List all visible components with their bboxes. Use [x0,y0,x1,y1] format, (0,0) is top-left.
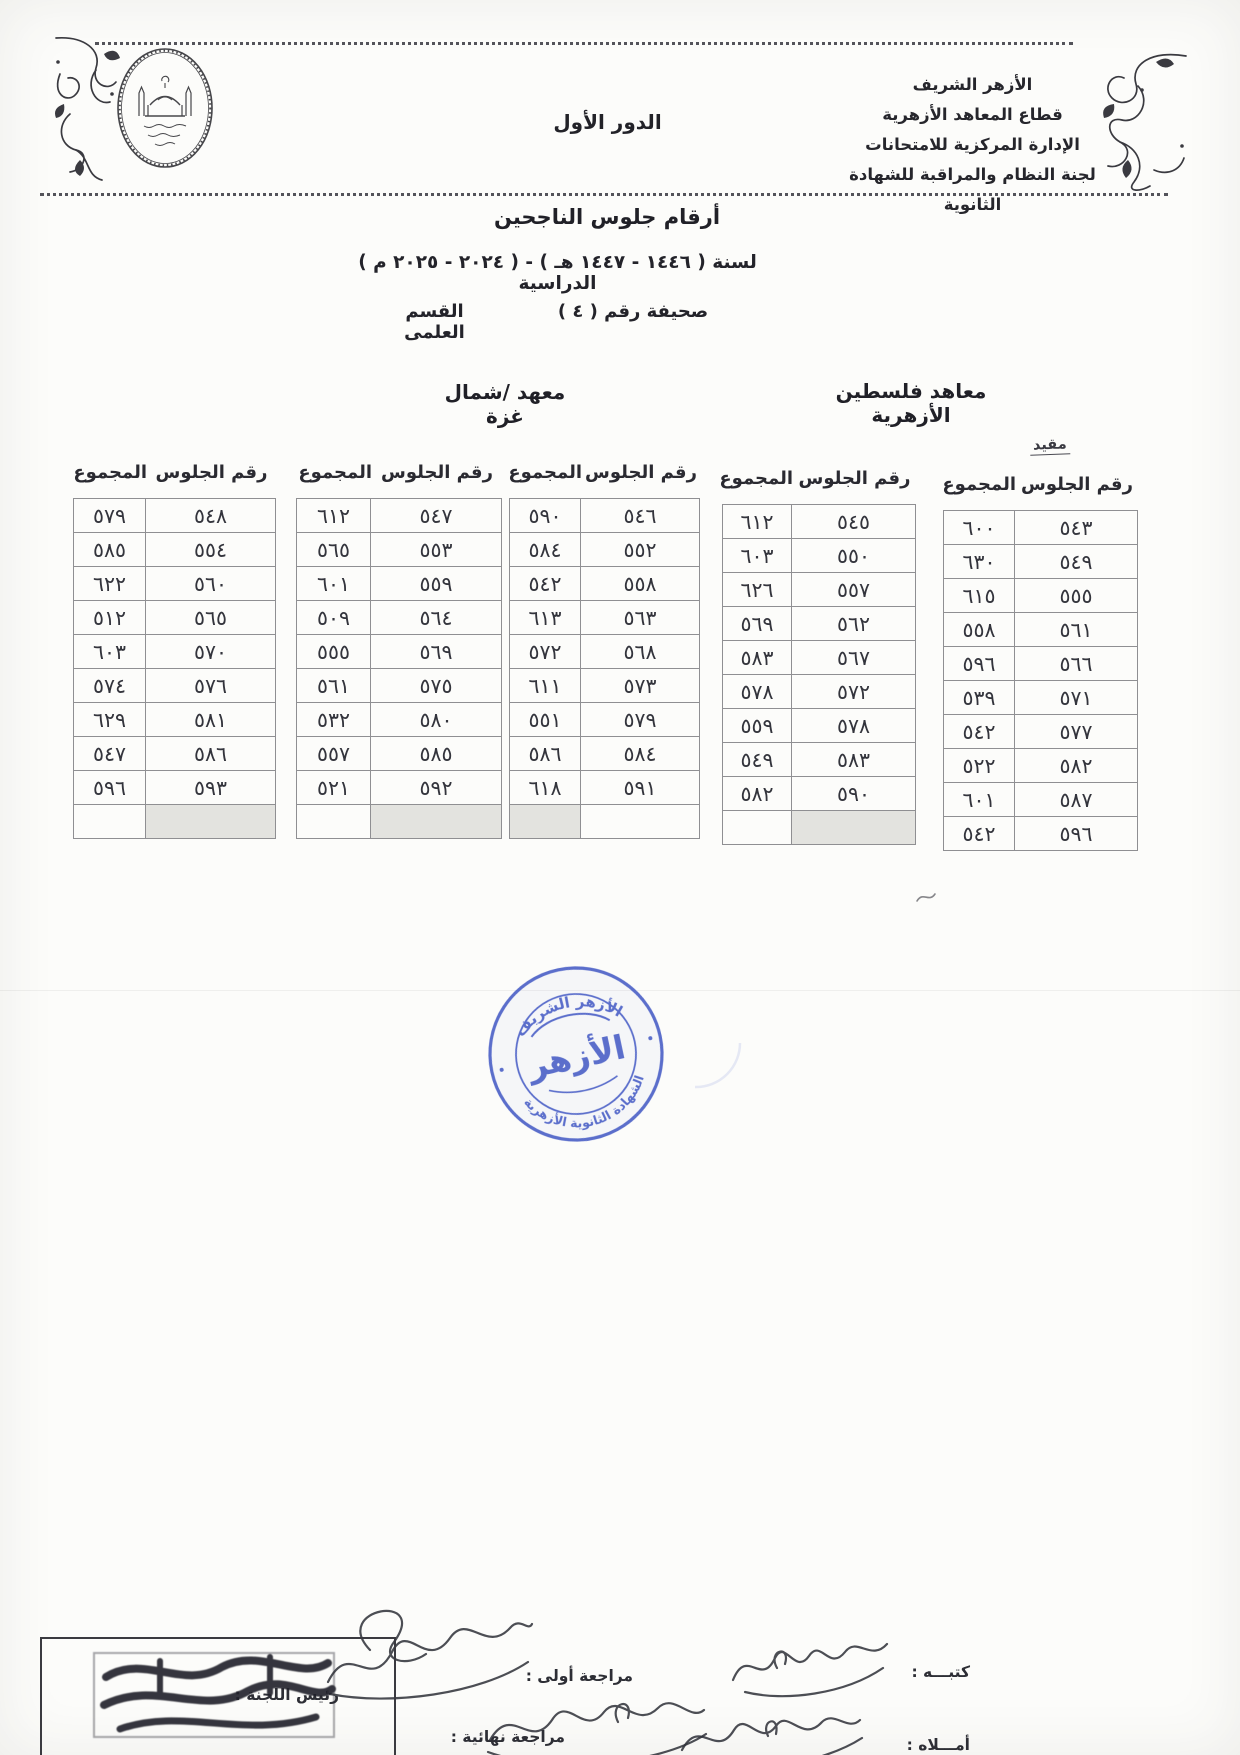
table-group-rightmost [942,474,1138,851]
table-column-headers [719,468,916,489]
written-by-label: كتبـــه : [911,1663,970,1681]
seat-number-cell: ٥٥٧ [792,573,916,607]
total-cell: ٥٤٢ [944,817,1015,851]
seat-number-cell: ٥٦٦ [1015,647,1138,681]
seat-number-cell: ٥٧٣ [581,669,700,703]
table-column-headers [509,462,700,483]
table-row [723,743,916,777]
table-row [510,805,700,839]
seat-number-cell: ٥٨٠ [371,703,502,737]
total-cell: ٦٠٣ [74,635,146,669]
seat-number-cell: ٥٤٥ [792,505,916,539]
table-row [297,499,502,533]
table-row [74,601,276,635]
table-row [510,669,700,703]
total-cell: ٥٨٣ [723,641,792,675]
faint-stamp-echo [648,995,744,1091]
total-cell: ٦٢٢ [74,567,146,601]
table-row [944,511,1138,545]
total-cell: ٦٠٠ [944,511,1015,545]
institute-name: معهد /شمال غزة [444,380,566,428]
seat-number-cell: ٥٥٢ [581,533,700,567]
seat-number-cell: ٥٥٥ [1015,579,1138,613]
table-row [723,539,916,573]
seat-number-column-header: رقم الجلوس [381,462,493,483]
table-column-headers [73,462,276,483]
table-row [297,567,502,601]
table-group-second-from-left [296,462,502,839]
table-column-headers [943,474,1138,495]
committee-head-label: رئيس اللجنة : [234,1686,339,1704]
table-row [297,737,502,771]
seat-number-cell: ٥٦٢ [792,607,916,641]
total-cell: ٥٥٧ [297,737,371,771]
org-line: لجنة النظام والمراقبة للشهادة الثانوية [849,165,1096,214]
total-cell: ٦١٣ [510,601,581,635]
table-row [723,505,916,539]
seat-number-cell: ٥٧٩ [581,703,700,737]
seat-number-cell: ٥٥٩ [371,567,502,601]
seat-number-cell: ٥٨٢ [1015,749,1138,783]
table-row [723,641,916,675]
table-row [723,607,916,641]
handwritten-note: مقيد [1030,436,1070,455]
seat-number-cell: ٥٥٨ [581,567,700,601]
institutes-group-name: معاهد فلسطين الأزهرية [835,379,987,427]
table-row [74,771,276,805]
top-dotted-rule [95,42,1073,45]
table-row [297,635,502,669]
results-table [73,498,276,839]
total-cell: ٥٦٥ [297,533,371,567]
table-row [723,709,916,743]
seat-number-cell: ٥٥٤ [146,533,276,567]
seat-number-cell: ٥٤٦ [581,499,700,533]
total-cell: ٥٩٠ [510,499,581,533]
table-row [944,783,1138,817]
total-column-header: المجموع [73,462,147,483]
table-row [944,715,1138,749]
seat-number-cell: ٥٦٣ [581,601,700,635]
total-cell: ٦١١ [510,669,581,703]
seat-number-cell: ٥٧٠ [146,635,276,669]
seat-number-column-header: رقم الجلوس [155,462,268,483]
seat-number-cell [371,805,502,839]
sheet-number: صحيفة رقم ( ٤ ) [557,301,709,322]
table-row [297,533,502,567]
seat-number-cell: ٥٨٥ [371,737,502,771]
table-row [510,703,700,737]
total-column-header: المجموع [719,468,793,489]
seat-number-cell: ٥٩٢ [371,771,502,805]
seat-number-cell: ٥٦٩ [371,635,502,669]
table-row [74,635,276,669]
table-row [510,771,700,805]
total-cell: ٦٠١ [297,567,371,601]
total-cell: ٦١٨ [510,771,581,805]
total-cell: ٥٥٩ [723,709,792,743]
seat-number-cell: ٥٩٦ [1015,817,1138,851]
total-cell: ٥٤٢ [510,567,581,601]
seat-number-cell: ٥٩١ [581,771,700,805]
table-row [74,499,276,533]
org-line: قطاع المعاهد الأزهرية [882,105,1063,124]
org-line: الأزهر الشريف [912,75,1033,94]
total-cell: ٥٩٦ [944,647,1015,681]
total-cell: ٥٣٢ [297,703,371,737]
total-cell: ٥٥٥ [297,635,371,669]
seat-number-cell: ٥٤٨ [146,499,276,533]
total-cell: ٥٨٦ [510,737,581,771]
signature-final-review [478,1682,710,1755]
table-row [723,573,916,607]
seat-number-cell: ٥٨٤ [581,737,700,771]
seat-number-cell: ٥٧١ [1015,681,1138,715]
total-cell: ٥٤٢ [944,715,1015,749]
seat-number-column-header: رقم الجلوس [585,462,697,483]
results-table [296,498,502,839]
academic-year-line: لسنة ( ١٤٤٦ - ١٤٤٧ هـ ) - ( ٢٠٢٤ - ٢٠٢٥ م ) الدراسية [358,252,757,294]
seat-number-cell: ٥٧٢ [792,675,916,709]
seat-number-cell [146,805,276,839]
total-column-header: المجموع [508,462,582,483]
total-cell: ٥٤٧ [74,737,146,771]
table-row [74,669,276,703]
table-row [510,601,700,635]
table-row [297,771,502,805]
seat-number-cell: ٥٤٩ [1015,545,1138,579]
results-table [509,498,700,839]
total-cell: ٦١٥ [944,579,1015,613]
table-row [74,533,276,567]
table-row [944,613,1138,647]
seat-number-cell: ٥٧٦ [146,669,276,703]
table-row [944,817,1138,851]
total-cell: ٦٠١ [944,783,1015,817]
total-cell: ٦١٢ [297,499,371,533]
total-cell: ٥٠٩ [297,601,371,635]
seat-number-cell [792,811,916,845]
total-cell: ٦٣٠ [944,545,1015,579]
table-row [944,749,1138,783]
final-review-label: مراجعة نهائية : [450,1728,565,1746]
seat-number-cell: ٥٥٠ [792,539,916,573]
stray-pen-mark [915,888,937,908]
total-cell: ٥٤٩ [723,743,792,777]
seat-number-cell: ٥٧٨ [792,709,916,743]
total-cell: ٥٥١ [510,703,581,737]
table-row [944,647,1138,681]
seat-number-cell: ٥٦٨ [581,635,700,669]
seat-number-cell: ٥٦١ [1015,613,1138,647]
total-cell: ٥٦٩ [723,607,792,641]
total-cell: ٥٣٩ [944,681,1015,715]
table-row [74,737,276,771]
seat-number-cell: ٥٨٦ [146,737,276,771]
table-row [74,703,276,737]
committee-head-box [40,1637,396,1755]
seat-number-cell: ٥٧٥ [371,669,502,703]
total-cell: ٦٢٦ [723,573,792,607]
section-name: القسم العلمى [404,301,465,343]
total-cell: ٥٦١ [297,669,371,703]
dictated-by-label: أمـــلاه : [906,1736,970,1754]
table-row [297,601,502,635]
table-row [297,703,502,737]
table-column-headers [296,462,502,483]
table-group-second-from-right [719,468,916,845]
table-group-leftmost [73,462,276,839]
seat-number-cell: ٥٩٣ [146,771,276,805]
table-row [510,737,700,771]
table-row [297,805,502,839]
committee-head-ink-stamp [90,1645,340,1745]
total-cell: ٦١٢ [723,505,792,539]
total-cell: ٥٢١ [297,771,371,805]
seat-number-cell: ٥٦٠ [146,567,276,601]
seat-number-column-header: رقم الجلوس [798,468,911,489]
total-column-header: المجموع [942,474,1016,495]
total-cell: ٥٧٤ [74,669,146,703]
table-row [297,669,502,703]
total-cell: ٥٧٩ [74,499,146,533]
stamp-top-arc-text: الأزهر الشريف [511,992,626,1040]
total-cell [74,805,146,839]
seat-number-cell [581,805,700,839]
table-row [944,579,1138,613]
results-table [943,510,1138,851]
signature-written-by [725,1628,895,1708]
table-row [74,805,276,839]
first-review-label: مراجعة أولى : [525,1667,633,1685]
results-table [722,504,916,845]
total-cell: ٥٨٤ [510,533,581,567]
seat-number-cell: ٥٩٠ [792,777,916,811]
total-cell: ٦٠٣ [723,539,792,573]
corner-ornament-left-icon [50,34,120,186]
total-cell: ٥٩٦ [74,771,146,805]
total-column-header: المجموع [298,462,372,483]
table-row [510,499,700,533]
table-row [723,777,916,811]
table-row [723,675,916,709]
table-group-middle [508,462,700,839]
seat-number-cell: ٥٦٥ [146,601,276,635]
total-cell: ٥٧٨ [723,675,792,709]
seat-number-cell: ٥٧٧ [1015,715,1138,749]
seat-number-cell: ٥٨٣ [792,743,916,777]
letterhead-org-block [830,70,1115,220]
table-row [74,567,276,601]
exam-round-title: الدور الأول [553,110,662,134]
seat-number-cell: ٥٤٣ [1015,511,1138,545]
table-row [510,635,700,669]
org-line: الإدارة المركزية للامتحانات [865,135,1080,154]
seat-number-cell: ٥٦٧ [792,641,916,675]
stamp-center-text: الأزهر [524,1027,629,1086]
total-cell: ٥٧٢ [510,635,581,669]
table-row [723,811,916,845]
total-cell: ٥١٢ [74,601,146,635]
total-cell: ٥٨٢ [723,777,792,811]
stamp-bottom-arc-text: الشهادة الثانوية الأزهرية [521,1073,647,1131]
al-azhar-emblem-icon [115,46,215,170]
seat-number-cell: ٥٦٤ [371,601,502,635]
seat-number-cell: ٥٥٣ [371,533,502,567]
document-title: أرقام جلوس الناجحين [493,205,721,229]
total-cell [297,805,371,839]
total-cell [510,805,581,839]
table-row [510,567,700,601]
seat-number-cell: ٥٨٧ [1015,783,1138,817]
table-row [510,533,700,567]
seat-number-cell: ٥٨١ [146,703,276,737]
seat-number-column-header: رقم الجلوس [1021,474,1133,495]
table-row [944,681,1138,715]
total-cell [723,811,792,845]
table-row [944,545,1138,579]
total-cell: ٥٢٢ [944,749,1015,783]
seat-number-cell: ٥٤٧ [371,499,502,533]
total-cell: ٥٨٥ [74,533,146,567]
total-cell: ٥٥٨ [944,613,1015,647]
total-cell: ٦٢٩ [74,703,146,737]
